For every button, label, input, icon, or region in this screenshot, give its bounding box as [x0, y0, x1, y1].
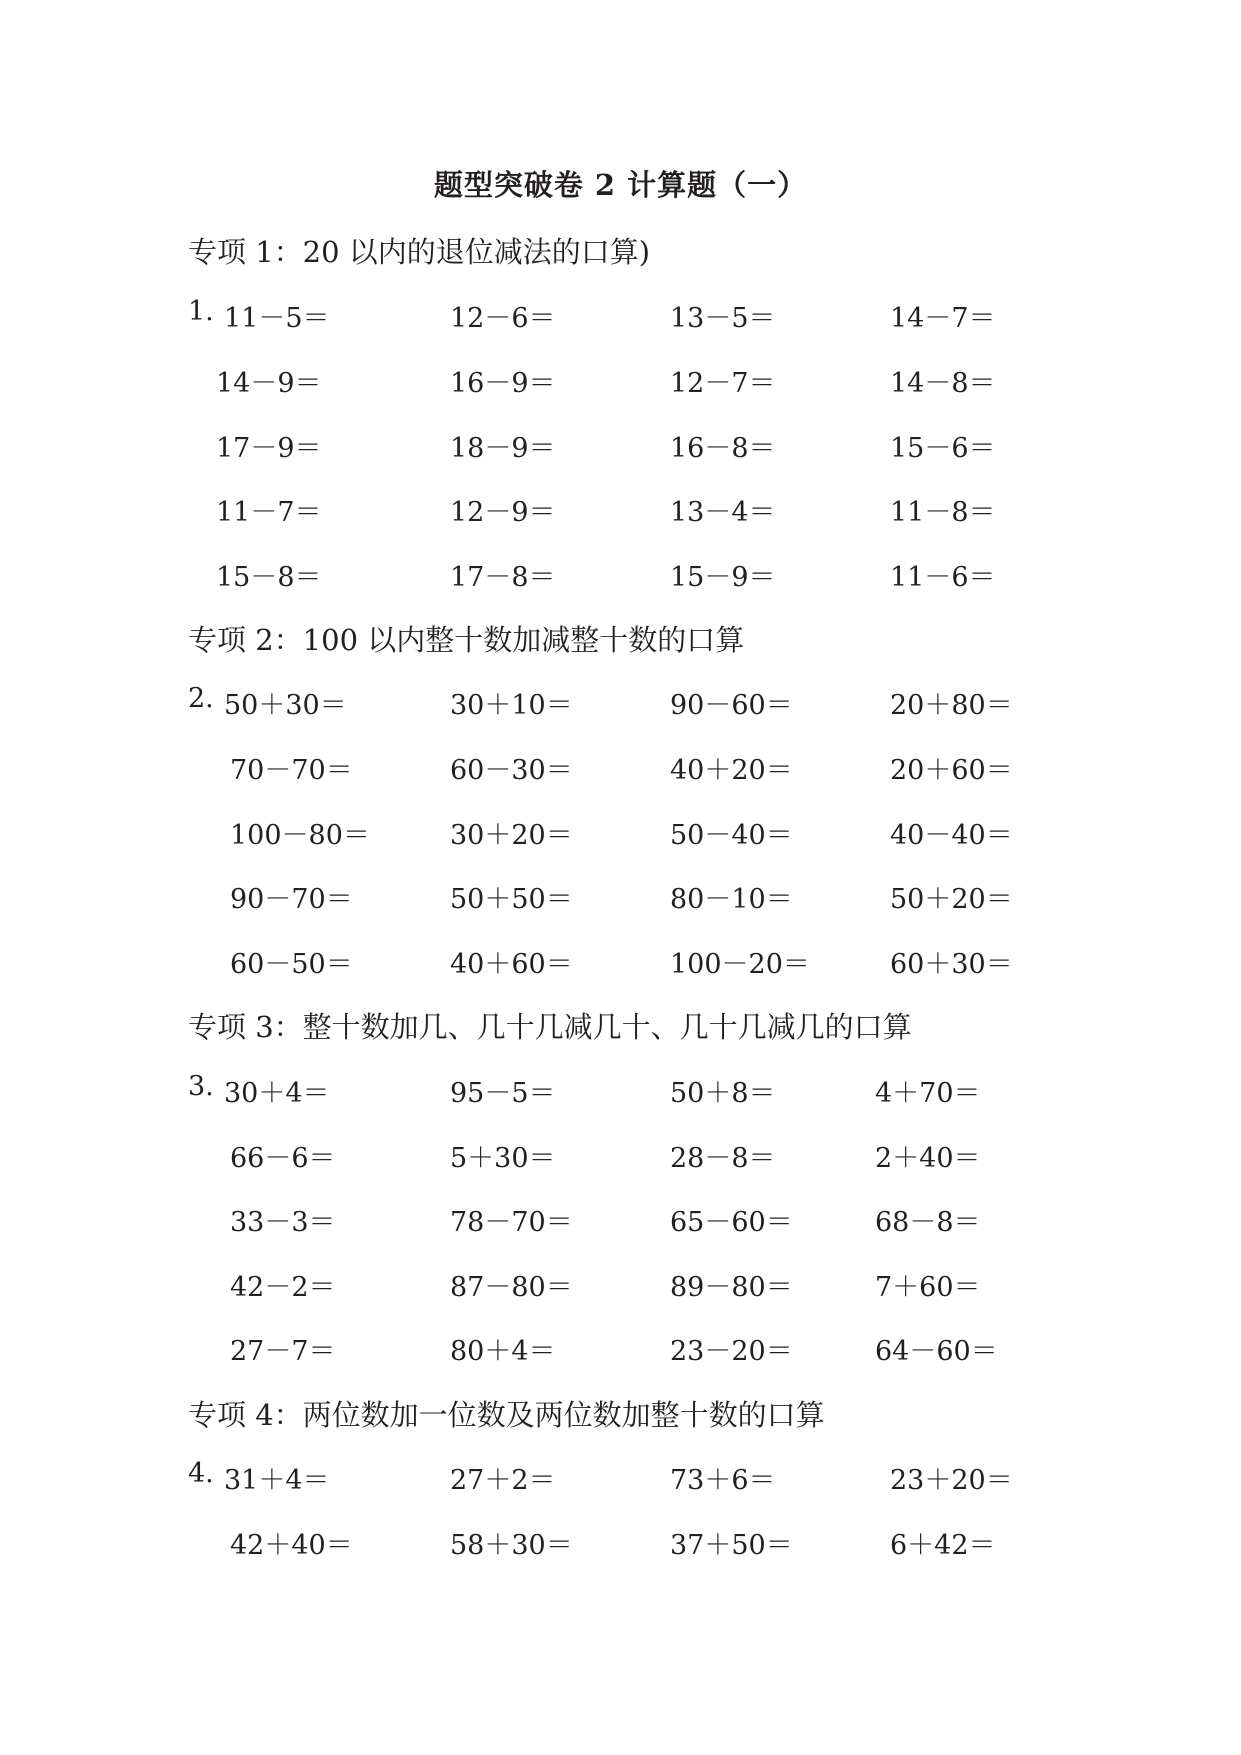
- expression: 11－8＝: [890, 497, 996, 528]
- expression: 15－8＝: [216, 562, 322, 593]
- expression: 27－7＝: [230, 1336, 336, 1367]
- expression: 80＋4＝: [450, 1336, 556, 1367]
- problem-row: [0, 296, 1241, 336]
- expression: 13－5＝: [670, 303, 776, 334]
- problem-row: [0, 942, 1241, 982]
- section-heading-1: 专项 1：20 以内的退位减法的口算): [188, 235, 651, 269]
- expression: 68－8＝: [875, 1207, 981, 1238]
- problem-row: [0, 1458, 1241, 1498]
- expression: 27＋2＝: [450, 1465, 556, 1496]
- section-heading-3: 专项 3：整十数加几、几十几减几十、几十几减几的口算: [188, 1010, 912, 1044]
- expression: 60＋30＝: [890, 949, 1013, 980]
- expression: 11－6＝: [890, 562, 996, 593]
- expression: 20＋80＝: [890, 690, 1013, 721]
- expression: 23－20＝: [670, 1336, 793, 1367]
- problem-row: [0, 1523, 1241, 1563]
- expression: 17－9＝: [216, 433, 322, 464]
- expression: 100－80＝: [230, 820, 370, 851]
- section-heading-2: 专项 2：100 以内整十数加减整十数的口算: [188, 623, 745, 657]
- expression: 16－9＝: [450, 368, 556, 399]
- expression: 20＋60＝: [890, 755, 1013, 786]
- expression: 50＋30＝: [224, 690, 347, 721]
- expression: 66－6＝: [230, 1143, 336, 1174]
- expression: 12－7＝: [670, 368, 776, 399]
- expression: 87－80＝: [450, 1272, 573, 1303]
- expression: 65－60＝: [670, 1207, 793, 1238]
- problem-row: [0, 1200, 1241, 1240]
- expression: 64－60＝: [875, 1336, 998, 1367]
- question-number: 4.: [188, 1458, 214, 1489]
- expression: 90－60＝: [670, 690, 793, 721]
- problem-row: [0, 1071, 1241, 1111]
- expression: 50＋20＝: [890, 884, 1013, 915]
- expression: 14－8＝: [890, 368, 996, 399]
- expression: 12－6＝: [450, 303, 556, 334]
- expression: 28－8＝: [670, 1143, 776, 1174]
- problem-row: [0, 361, 1241, 401]
- expression: 4＋70＝: [875, 1078, 981, 1109]
- expression: 70－70＝: [230, 755, 353, 786]
- problem-row: [0, 813, 1241, 853]
- expression: 11－7＝: [216, 497, 322, 528]
- expression: 73＋6＝: [670, 1465, 776, 1496]
- expression: 78－70＝: [450, 1207, 573, 1238]
- expression: 42＋40＝: [230, 1530, 353, 1561]
- expression: 37＋50＝: [670, 1530, 793, 1561]
- expression: 50＋8＝: [670, 1078, 776, 1109]
- expression: 23＋20＝: [890, 1465, 1013, 1496]
- question-number: 2.: [188, 683, 214, 714]
- problem-row: [0, 1265, 1241, 1305]
- page-title: 题型突破卷 2 计算题（一）: [433, 168, 808, 202]
- expression: 95－5＝: [450, 1078, 556, 1109]
- expression: 11－5＝: [224, 303, 330, 334]
- expression: 100－20＝: [670, 949, 810, 980]
- problem-row: [0, 426, 1241, 466]
- problem-row: [0, 1329, 1241, 1369]
- problem-row: [0, 877, 1241, 917]
- expression: 60－30＝: [450, 755, 573, 786]
- expression: 7＋60＝: [875, 1272, 981, 1303]
- expression: 12－9＝: [450, 497, 556, 528]
- expression: 40＋60＝: [450, 949, 573, 980]
- expression: 6＋42＝: [890, 1530, 996, 1561]
- expression: 90－70＝: [230, 884, 353, 915]
- expression: 40＋20＝: [670, 755, 793, 786]
- expression: 30＋4＝: [224, 1078, 330, 1109]
- expression: 89－80＝: [670, 1272, 793, 1303]
- expression: 5＋30＝: [450, 1143, 556, 1174]
- expression: 15－9＝: [670, 562, 776, 593]
- expression: 18－9＝: [450, 433, 556, 464]
- expression: 17－8＝: [450, 562, 556, 593]
- problem-row: [0, 490, 1241, 530]
- expression: 13－4＝: [670, 497, 776, 528]
- problem-row: [0, 748, 1241, 788]
- question-number: 1.: [188, 296, 214, 327]
- expression: 50＋50＝: [450, 884, 573, 915]
- question-number: 3.: [188, 1071, 214, 1102]
- expression: 30＋10＝: [450, 690, 573, 721]
- problem-row: [0, 1136, 1241, 1176]
- expression: 80－10＝: [670, 884, 793, 915]
- expression: 14－7＝: [890, 303, 996, 334]
- expression: 42－2＝: [230, 1272, 336, 1303]
- expression: 40－40＝: [890, 820, 1013, 851]
- expression: 33－3＝: [230, 1207, 336, 1238]
- section-heading-4: 专项 4：两位数加一位数及两位数加整十数的口算: [188, 1398, 825, 1432]
- expression: 60－50＝: [230, 949, 353, 980]
- problem-row: [0, 683, 1241, 723]
- expression: 14－9＝: [216, 368, 322, 399]
- expression: 31＋4＝: [224, 1465, 330, 1496]
- expression: 16－8＝: [670, 433, 776, 464]
- expression: 15－6＝: [890, 433, 996, 464]
- problem-row: [0, 555, 1241, 595]
- expression: 50－40＝: [670, 820, 793, 851]
- expression: 58＋30＝: [450, 1530, 573, 1561]
- expression: 2＋40＝: [875, 1143, 981, 1174]
- expression: 30＋20＝: [450, 820, 573, 851]
